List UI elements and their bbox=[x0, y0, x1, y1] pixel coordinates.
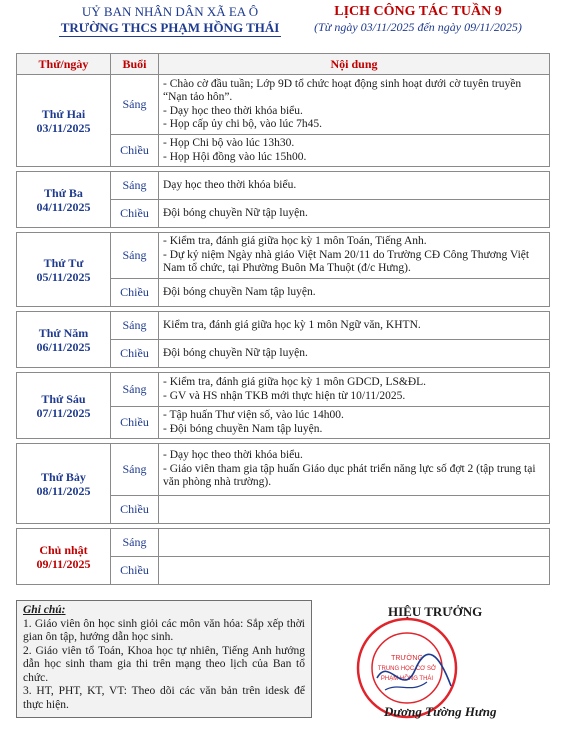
signature-name: Dương Tường Hưng bbox=[384, 704, 497, 719]
session-cell: Sáng bbox=[111, 75, 159, 135]
content-line: - Kiểm tra, đánh giá giữa học kỳ 1 môn GDCD, LS&ĐL. bbox=[163, 376, 427, 388]
day-date: 09/11/2025 bbox=[36, 556, 91, 571]
notes-title-line bbox=[23, 604, 305, 618]
day-date: 06/11/2025 bbox=[36, 339, 91, 354]
content-line: - Họp Chi bộ vào lúc 13h30. bbox=[163, 137, 295, 149]
day-cell bbox=[17, 233, 111, 307]
day-name: Thứ Ba bbox=[44, 185, 83, 200]
content-cell bbox=[159, 233, 550, 279]
day-name: Thứ Bảy bbox=[41, 469, 86, 484]
session-cell: Sáng bbox=[111, 444, 159, 496]
day-cell bbox=[17, 312, 111, 368]
day-name: Thứ Sáu bbox=[41, 391, 86, 406]
session-cell: Sáng bbox=[111, 172, 159, 200]
table-row bbox=[17, 75, 550, 135]
table-header-row bbox=[17, 54, 550, 75]
content-cell bbox=[159, 75, 550, 135]
col-day-header: Thứ/ngày bbox=[17, 54, 111, 75]
content-line: - Tập huấn Thư viện số, vào lúc 14h00. bbox=[163, 409, 344, 421]
day-name: Chủ nhật bbox=[39, 542, 88, 557]
content-line: Dạy học theo thời khóa biểu. bbox=[163, 178, 297, 191]
day-cell bbox=[17, 529, 111, 585]
table-row bbox=[17, 233, 550, 279]
day-date: 04/11/2025 bbox=[36, 199, 91, 214]
page-title: LỊCH CÔNG TÁC TUẦN 9 bbox=[334, 4, 502, 19]
content-cell bbox=[159, 340, 550, 368]
schedule-header bbox=[272, 4, 564, 35]
note-item: 1. Giáo viên ôn học sinh giỏi các môn văn hóa: Sắp xếp thời gian ôn tập, hướng dẫn học sinh. bbox=[23, 617, 305, 643]
session-cell: Chiều bbox=[111, 200, 159, 228]
content-line: Kiểm tra, đánh giá giữa học kỳ 1 môn Ngữ văn, KHTN. bbox=[163, 318, 421, 331]
col-session-header: Buổi bbox=[111, 54, 159, 75]
day-cell bbox=[17, 373, 111, 439]
day-date: 08/11/2025 bbox=[36, 483, 91, 498]
content-cell bbox=[159, 279, 550, 307]
table-row bbox=[17, 373, 550, 407]
notes-box bbox=[16, 600, 312, 718]
content-cell bbox=[159, 529, 550, 557]
day-name: Thứ Hai bbox=[41, 106, 86, 121]
schedule-body bbox=[17, 75, 550, 585]
day-cell bbox=[17, 444, 111, 524]
day-cell bbox=[17, 75, 111, 167]
day-name: Thứ Tư bbox=[43, 255, 84, 270]
svg-text:TRƯỜNG: TRƯỜNG bbox=[391, 655, 423, 662]
schedule-table bbox=[16, 53, 550, 585]
table-row bbox=[17, 312, 550, 340]
content-line: - Đội bóng chuyền Nam tập luyện. bbox=[163, 422, 323, 435]
notes-title-colon: : bbox=[61, 604, 66, 616]
page-subtitle: (Từ ngày 03/11/2025 đến ngày 09/11/2025) bbox=[314, 20, 522, 34]
content-line: - Họp Hội đồng vào lúc 15h00. bbox=[163, 150, 307, 163]
content-line: - Họp cấp ủy chi bộ, vào lúc 7h45. bbox=[163, 118, 323, 130]
svg-text:PHẠM HỒNG THÁI: PHẠM HỒNG THÁI bbox=[380, 676, 434, 682]
content-line: - Kiểm tra, đánh giá giữa học kỳ 1 môn Toán, Tiếng Anh. bbox=[163, 235, 427, 248]
day-date: 07/11/2025 bbox=[36, 405, 91, 420]
session-cell: Sáng bbox=[111, 373, 159, 407]
day-date: 05/11/2025 bbox=[36, 269, 91, 284]
content-line: - GV và HS nhận TKB mới thực hiện từ 10/11/2025. bbox=[163, 389, 406, 402]
session-cell: Chiều bbox=[111, 496, 159, 524]
table-row bbox=[17, 444, 550, 496]
table-row bbox=[17, 172, 550, 200]
content-line: Đội bóng chuyền Nam tập luyện. bbox=[163, 285, 316, 298]
content-line: Đội bóng chuyền Nữ tập luyện. bbox=[163, 206, 308, 219]
notes-title: Ghi chú bbox=[23, 604, 62, 616]
session-cell: Sáng bbox=[111, 312, 159, 340]
content-cell bbox=[159, 444, 550, 496]
content-line: - Giáo viên tham gia tập huấn Giáo dục phát triển năng lực số đợt 2 (tập trung tại văn phòng nhà trường). bbox=[163, 462, 536, 489]
content-cell bbox=[159, 200, 550, 228]
content-line: - Dạy học theo thời khóa biểu. bbox=[163, 104, 303, 117]
content-cell bbox=[159, 373, 550, 407]
content-line: - Chào cờ đầu tuần; Lớp 9D tổ chức hoạt động sinh hoạt dưới cờ tuyên truyền “Nạn tảo hôn”. bbox=[163, 77, 522, 103]
session-cell: Chiều bbox=[111, 135, 159, 167]
day-date: 03/11/2025 bbox=[36, 120, 91, 135]
col-content-header: Nội dung bbox=[159, 54, 550, 75]
session-cell: Chiều bbox=[111, 340, 159, 368]
content-cell bbox=[159, 135, 550, 167]
svg-text:TRUNG HỌC CƠ SỞ: TRUNG HỌC CƠ SỞ bbox=[377, 666, 437, 672]
session-cell: Chiều bbox=[111, 279, 159, 307]
session-cell: Sáng bbox=[111, 233, 159, 279]
note-item: 2. Giáo viên tổ Toán, Khoa học tự nhiên, Tiếng Anh hướng dẫn học sinh tham gia thi trên mạng theo lịch của Ban tổ chức. bbox=[23, 644, 305, 684]
day-cell bbox=[17, 172, 111, 228]
content-cell bbox=[159, 172, 550, 200]
content-cell bbox=[159, 557, 550, 585]
school-name: TRƯỜNG THCS PHẠM HỒNG THÁI bbox=[60, 20, 280, 35]
session-cell: Chiều bbox=[111, 557, 159, 585]
org-name: UỶ BAN NHÂN DÂN XÃ EA Ô bbox=[81, 4, 259, 19]
session-cell: Sáng bbox=[111, 529, 159, 557]
content-cell bbox=[159, 407, 550, 439]
session-cell: Chiều bbox=[111, 407, 159, 439]
content-cell bbox=[159, 496, 550, 524]
content-line: - Dự kỷ niệm Ngày nhà giáo Việt Nam 20/11 do Trường CĐ Công Thương Việt Nam tổ chức, tại Phường Buôn Ma Thuột (đ/c Hưng). bbox=[163, 248, 530, 275]
signature-role: HIỆU TRƯỞNG bbox=[388, 604, 483, 619]
table-row bbox=[17, 529, 550, 557]
content-cell bbox=[159, 312, 550, 340]
content-line: - Dạy học theo thời khóa biểu. bbox=[163, 449, 303, 462]
day-name: Thứ Năm bbox=[38, 325, 89, 340]
content-line: Đội bóng chuyền Nữ tập luyện. bbox=[163, 346, 308, 359]
note-item: 3. HT, PHT, KT, VT: Theo dõi các văn bản trên idesk để thực hiện. bbox=[23, 685, 305, 711]
